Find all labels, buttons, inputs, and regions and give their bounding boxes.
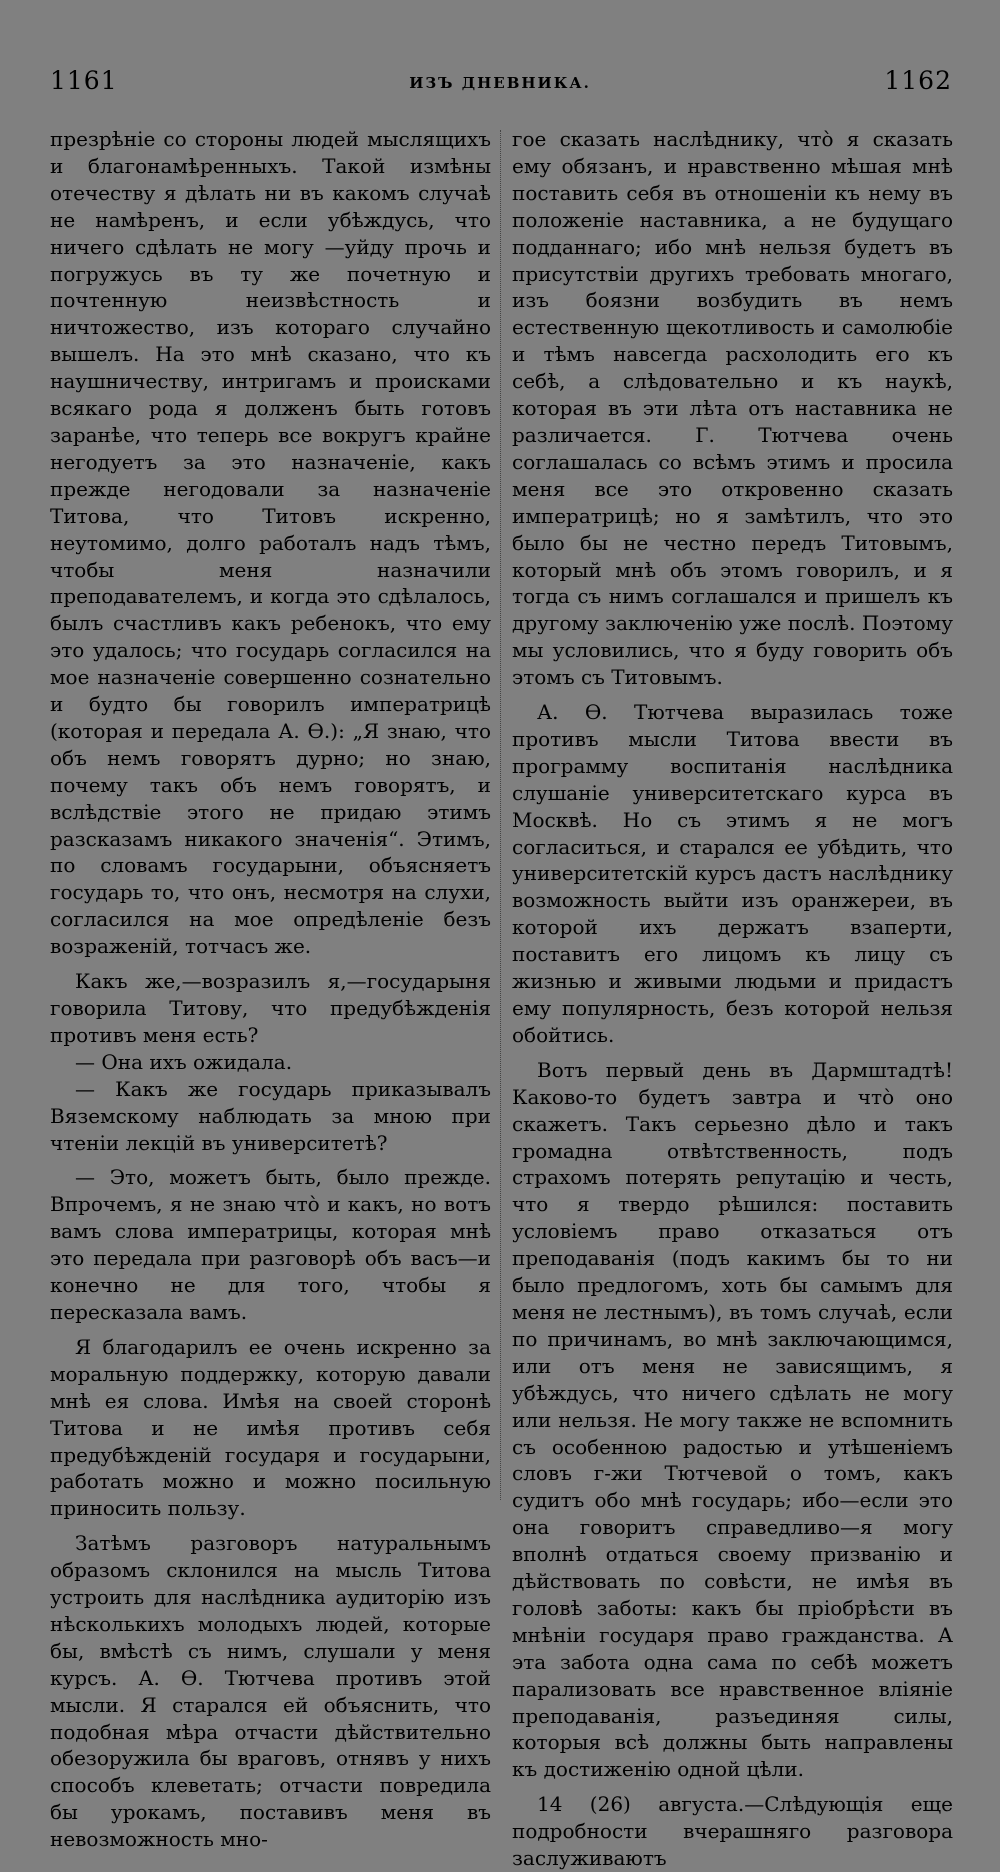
left-column: [50, 126, 491, 1853]
page-number-left: 1161: [50, 66, 118, 95]
paragraph: А. Ѳ. Тютчева выразилась тоже противъ мысли Титова ввести въ программу воспитанія наслѣдника слушаніе университетскаго курса въ Москвѣ. Но съ этимъ я не могъ согласиться, и старался ее убѣдить, что университетскій курсъ дастъ наслѣднику возможность выйти изъ оранжереи, въ которой ихъ держатъ взаперти, поставитъ его лицомъ къ лицу съ жизнью и живыми людьми и придастъ ему популярность, безъ которой нельзя обойтись.: [512, 700, 953, 1047]
paragraph: — Это, можетъ быть, было прежде. Впрочемъ, я не знаю что̀ и какъ, но вотъ вамъ слова императрицы, которая мнѣ это передала при разговорѣ объ васъ—и конечно не для того, чтобы я пересказала вамъ.: [50, 1165, 491, 1324]
paragraph: Какъ же,—возразилъ я,—государыня говорила Титову, что предубѣжденія противъ меня есть?: [50, 969, 491, 1047]
running-title: ИЗЪ ДНЕВНИКА.: [409, 74, 591, 92]
paragraph: — Она ихъ ожидала.: [75, 1049, 293, 1074]
right-column: [512, 126, 953, 1872]
page-header: [0, 66, 1000, 106]
paragraph: Затѣмъ разговоръ натуральнымъ образомъ склонился на мысль Титова устроить для наслѣдника аудиторію изъ нѣсколькихъ молодыхъ людей, которые бы, вмѣстѣ съ нимъ, слушали у меня курсъ. А. Ѳ. Тютчева противъ этой мысли. Я старался ей объяснить, что подобная мѣра отчасти дѣйствительно обезоружила бы враговъ, отнявъ у нихъ способъ клеветать; отчасти повредила бы урокамъ, поставивъ меня въ невозможность мно-: [50, 1531, 491, 1852]
paragraph: — Какъ же государь приказывалъ Вяземскому наблюдать за мною при чтеніи лекцій въ университетѣ?: [50, 1076, 491, 1155]
paragraph: презрѣніе со стороны людей мыслящихъ и благонамѣренныхъ. Такой измѣны отечеству я дѣлать ни въ какомъ случаѣ не намѣренъ, и если убѣждусь, что ничего сдѣлать не могу —уйду прочь и погружусь въ ту же почетную и почтенную неизвѣстность и ничтожество, изъ котораго случайно вышелъ. На это мнѣ сказано, что къ наушничеству, интригамъ и происками всякаго рода я долженъ быть готовъ заранѣе, что теперь все вокругъ крайне негодуетъ за это назначеніе, какъ прежде негодовали за назначеніе Титова, что Титовъ искренно, неутомимо, долго работалъ надъ тѣмъ, чтобы меня назначили преподавателемъ, и когда это сдѣлалось, былъ счастливъ какъ ребенокъ, что ему это удалось; что государь согласился на мое назначеніе совершенно сознательно и будто бы говорилъ императрицѣ (которая и передала А. Ѳ.): „Я знаю, что объ немъ говорятъ дурно; но знаю, почему такъ объ немъ говорятъ, и вслѣдствіе этого не придаю этимъ разсказамъ никакого значенія“. Этимъ, по словамъ государыни, объясняетъ государь то, что онъ, несмотря на слухи, согласился на мое опредѣленіе безъ возраженій, тотчасъ же.: [50, 127, 491, 959]
column-divider: [500, 130, 502, 1500]
paragraph: Вотъ первый день въ Дармштадтѣ! Каково-то будетъ завтра и что̀ оно скажетъ. Такъ серьезно дѣло и такъ громадна отвѣтственность, подъ страхомъ потерять репутацію и честь, что я твердо рѣшился: поставить условіемъ право отказаться отъ преподаванія (подъ какимъ бы то ни было предлогомъ, хоть бы самымъ для меня не лестнымъ), въ томъ случаѣ, если по причинамъ, во мнѣ заключающимся, или отъ меня не зависящимъ, я убѣждусь, что ничего сдѣлать не могу или нельзя. Не могу также не вспомнить съ особенною радостью и утѣшеніемъ словъ г-жи Тютчевой о томъ, какъ судитъ обо мнѣ государь; ибо—если это она говоритъ справедливо—я могу вполнѣ отдаться своему призванію и дѣйствовать по совѣсти, не имѣя въ головѣ заботы: какъ бы пріобрѣсти въ мнѣніи государя право гражданства. А эта забота одна сама по себѣ можетъ парализовать все нравственное вліяніе преподаванія, разъединяя силы, которыя всѣ должны быть направлены къ достиженію одной цѣли.: [512, 1057, 953, 1782]
page-number-right: 1162: [884, 66, 952, 95]
paragraph: гое сказать наслѣднику, что̀ я сказать ему обязанъ, и нравственно мѣшая мнѣ поставить себя въ отношеніи къ нему въ положеніе наставника, а не будущаго подданнаго; ибо мнѣ нельзя будетъ въ присутствіи другихъ требовать многаго, изъ боязни возбудить въ немъ естественную щекотливость и самолюбіе и тѣмъ навсегда расхолодить его къ себѣ, а слѣдовательно и къ наукѣ, которая въ эти лѣта отъ наставника не различается. Г. Тютчева очень соглашалась со всѣмъ этимъ и просила меня все это откровенно сказать императрицѣ; но я замѣтилъ, что это было бы не честно передъ Титовымъ, который мнѣ объ этомъ говорилъ, и я тогда съ нимъ соглашался и пришелъ къ другому заключенію уже послѣ. Поэтому мы условились, что я буду говорить объ этомъ съ Титовымъ.: [512, 127, 953, 690]
paragraph: 14 (26) августа.—Слѣдующія еще подробности вчерашняго разговора заслуживаютъ: [512, 1792, 953, 1871]
paragraph: Я благодарилъ ее очень искренно за моральную поддержку, которую давали мнѣ ея слова. Имѣя на своей сторонѣ Титова и не имѣя противъ себя предубѣжденій государя и государыни, работать можно и можно посильную приносить пользу.: [50, 1334, 491, 1521]
